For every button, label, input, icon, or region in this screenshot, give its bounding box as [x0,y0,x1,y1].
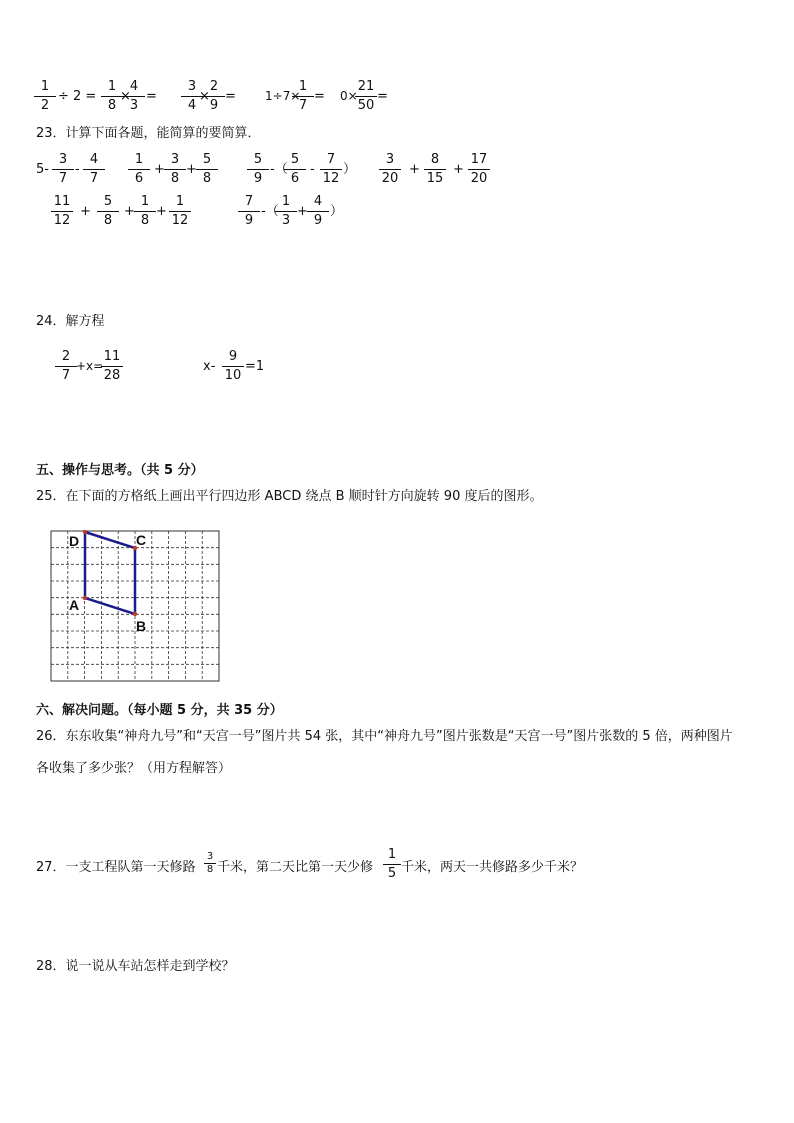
fraction: 1 12 [169,195,191,227]
vertex-a [83,596,87,600]
fraction: 3 20 [379,153,401,185]
fraction: 3 7 [52,153,74,185]
section-6-title: 六、解决问题。（每小题 5 分，共 35 分） [36,703,283,718]
question-28-title: 28．说一说从车站怎样走到学校？ [36,959,235,974]
fraction: 5 6 [284,153,306,185]
question-26-line-1: 26．东东收集“神舟九号”和“天宫一号”图片共 54 张，其中“神舟九号”图片张数是“天宫一号”图片张数的 5 倍，两种图片 [36,729,733,744]
fraction: 11 12 [51,195,73,227]
question-26-line-2: 各收集了多少张？（用方程解答） [36,761,232,776]
question-24-title: 24．解方程 [36,314,105,329]
fraction: 4 3 [123,80,145,112]
vertex-b [133,612,137,616]
label-d: D [69,533,80,549]
label-c: C [136,532,147,548]
fraction: 1 8 [101,80,123,112]
fraction: 2 7 [55,350,77,382]
fraction: 5 8 [196,153,218,185]
parallelogram-abcd [85,532,135,614]
label-b: B [136,618,147,634]
fraction: 7 9 [238,195,260,227]
fraction: 11 28 [101,350,123,382]
fraction: 1 2 [34,80,56,112]
fraction: 17 20 [468,153,490,185]
fraction: 21 50 [355,80,377,112]
fraction: 8 15 [424,153,446,185]
label-a: A [69,597,80,613]
grid-paper [50,530,220,682]
vertex-d [83,530,87,534]
fraction: 5 8 [97,195,119,227]
fraction: 1 7 [292,80,314,112]
fraction: 1 6 [128,153,150,185]
fraction: 7 12 [320,153,342,185]
fraction: 5 9 [247,153,269,185]
fraction: 3 4 [181,80,203,112]
fraction: 9 10 [222,350,244,382]
section-5-title: 五、操作与思考。（共 5 分） [36,463,204,478]
fraction: 1 8 [134,195,156,227]
question-23-title: 23．计算下面各题，能简算的要简算． [36,126,261,141]
fraction: 4 9 [307,195,329,227]
fraction: 2 9 [203,80,225,112]
fraction: 3 8 [204,852,216,875]
fraction: 1 3 [275,195,297,227]
fraction: 3 8 [164,153,186,185]
fraction: 4 7 [83,153,105,185]
question-25-title: 25．在下面的方格纸上画出平行四边形 ABCD 绕点 B 顺时针方向旋转 90 度后的图形。 [36,489,543,504]
fraction: 1 5 [383,848,401,880]
